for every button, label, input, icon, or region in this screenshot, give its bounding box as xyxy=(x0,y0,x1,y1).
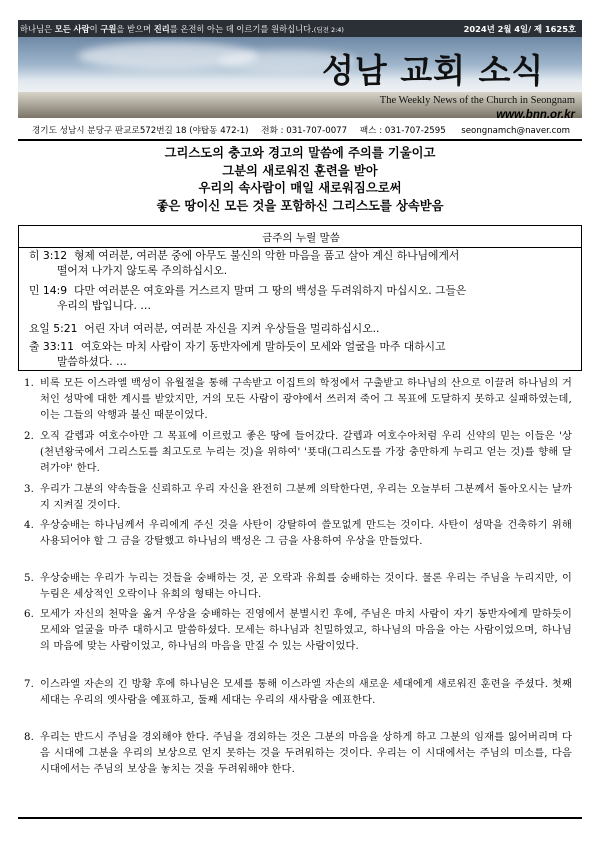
verse-text: 떨어져 나가지 않도록 주의하십시오. xyxy=(57,263,228,277)
header-verse: 하나님은 모든 사람이 구원을 받으며 진리를 온전히 아는 데 이르기를 원하십니다.(딤전 2:4) xyxy=(20,24,344,34)
newsletter-title: 성남 교회 소식 xyxy=(322,51,545,90)
headline-line: 좋은 땅이신 모든 것을 포함하신 그리스도를 상속받음 xyxy=(156,198,444,213)
item-text: 이스라엘 자손의 긴 방황 후에 하나님은 모세를 통해 이스라엘 자손의 새로운 세대에게 새로워진 훈련을 주셨다. 첫째 세대는 우리의 옛사람을 예표하고, 둘째 세대는 우리의 새사람을 예표한다. xyxy=(40,679,572,707)
verse-ref: 민 14:9 xyxy=(29,284,68,297)
list-item xyxy=(24,482,572,514)
fax: 팩스 : 031-707-2595 xyxy=(359,126,446,136)
list-item xyxy=(24,429,572,478)
verse-ref: 히 3:12 xyxy=(29,249,68,262)
newsletter-subtitle: The Weekly News of the Church in Seongnam xyxy=(379,95,575,106)
item-number: 4. xyxy=(24,520,35,531)
item-number: 3. xyxy=(24,484,35,495)
verse-text: 여호와는 마치 사람이 자기 동반자에게 말하듯이 모세와 얼굴을 마주 대하시고 xyxy=(80,340,446,353)
headline-block xyxy=(40,145,560,217)
headline-line: 그분의 새로워진 훈련을 받아 xyxy=(222,163,378,178)
item-number: 5. xyxy=(24,573,35,584)
list-item xyxy=(24,376,572,425)
verse-ref: 출 33:11 xyxy=(29,340,74,353)
verse-text: 우리의 밥입니다. … xyxy=(57,298,152,312)
verse-item xyxy=(29,340,569,369)
website-link[interactable]: www.bnn.or.kr xyxy=(496,109,575,121)
item-number: 1. xyxy=(24,378,35,389)
item-text: 우리가 그분의 약속들을 신뢰하고 우리 자신을 완전히 그분께 의탁한다면, 우리는 오늘부터 그분께서 돌아오시는 날까지 지켜질 것이다. xyxy=(40,484,572,512)
verse-text: 말씀하셨다. … xyxy=(57,354,127,368)
item-text: 오직 갈렙과 여호수아만 그 목표에 이르렀고 좋은 땅에 들어갔다. 갈렙과 여호수아처럼 우리 신약의 믿는 이들은 '상(천년왕국에서 그리스도를 최고도로 누리는 것)을 위하여' '푯대(그리스도를 가장 충만하게 누리고 얻는 것)를 향해 달려가야' 한다. xyxy=(40,431,572,475)
item-text: 우상숭배는 하나님께서 우리에게 주신 것을 사탄이 강탈하여 쓸모없게 만드는 것이다. 사탄이 성막을 건축하기 위해 사용되어야 할 그 금을 강탈했고 하나님의 백성은 그 금을 사용하여 우상을 만들었다. xyxy=(40,520,572,548)
verses-title: 금주의 누릴 말씀 xyxy=(262,232,340,244)
verse-ref: 요일 5:21 xyxy=(29,322,78,335)
item-text: 우리는 반드시 주님을 경외해야 한다. 주님을 경외하는 것은 그분의 마음을 상하게 하고 그분의 임재를 잃어버리며 다음 시대에 그분을 우리의 보상으로 얻지 못하는 것을 두려워하는 것이다. 우리는 이 시대에서는 주님의 미소를, 다음 시대에서는 주님의 보상을 놓치는 것을 두려워해야 한다. xyxy=(40,732,572,776)
email-link[interactable]: seongnamch@naver.com xyxy=(461,126,570,136)
headline-line: 그리스도의 충고와 경고의 말씀에 주의를 기울이고 xyxy=(164,146,436,160)
issue-date: 2024년 2월 4일/ 제 1625호 xyxy=(463,24,576,34)
verse-text: 어린 자녀 여러분, 여러분 자신을 지켜 우상들을 멀리하십시오.. xyxy=(84,322,380,335)
address: 경기도 성남시 분당구 판교로572번길 18 (야탑동 472-1) xyxy=(32,126,249,136)
list-item xyxy=(24,677,572,709)
list-item xyxy=(24,518,572,550)
item-text: 모세가 자신의 천막을 옮겨 우상을 숭배하는 진영에서 분별시킨 후에, 주님은 마치 사람이 자기 동반자에게 말하듯이 모세와 얼굴을 마주 대하시고 말씀하셨다. 모세는 하나님과 친밀하였고, 하나님의 마음을 아는 사람이었으며, 하나님의 마음에 맞는 사람이었고, 하나님의 마음을 만질 수 있는 사람이었다. xyxy=(40,609,572,653)
item-text: 우상숭배는 우리가 누리는 것들을 숭배하는 것, 곧 오락과 유희를 숭배하는 것이다. 물론 우리는 주님을 누리지만, 이 누림은 세상적인 오락이나 유희의 형태는 아니다. xyxy=(40,573,572,601)
item-number: 8. xyxy=(24,732,35,743)
item-number: 6. xyxy=(24,609,35,620)
top-strip xyxy=(20,23,580,36)
verse-item xyxy=(29,284,569,313)
verse-text: 다만 여러분은 여호와를 거스르지 말며 그 땅의 백성을 두려워하지 마십시오. 그들은 xyxy=(73,284,467,297)
phone: 전화 : 031-707-0077 xyxy=(261,126,348,136)
verse-item xyxy=(29,249,569,278)
list-item xyxy=(24,571,572,603)
item-text: 비록 모든 이스라엘 백성이 유월절을 통해 구속받고 이집트의 학정에서 구출받고 하나님의 산으로 이끌려 하나님의 거처인 성막에 대한 계시를 받았지만, 거의 모든 사람이 광야에서 쓰러져 죽어 그 목표에 도달하지 못하고 실패하였는데, 이는 그들의 악행과 불신 때문이었다. xyxy=(40,378,572,422)
list-item xyxy=(24,730,572,779)
weekly-verses-box xyxy=(18,225,582,371)
item-number: 2. xyxy=(24,431,35,442)
headline-line: 우리의 속사람이 매일 새로워짐으로써 xyxy=(198,181,402,195)
list-item xyxy=(24,607,572,656)
item-number: 7. xyxy=(24,679,35,690)
verse-text: 형제 여러분, 여러분 중에 아무도 불신의 악한 마음을 품고 살아 계신 하나님에게서 xyxy=(73,249,460,262)
verse-item xyxy=(29,322,569,337)
divider xyxy=(19,247,581,248)
divider xyxy=(18,817,582,819)
contact-line xyxy=(32,124,592,138)
divider xyxy=(18,139,582,141)
